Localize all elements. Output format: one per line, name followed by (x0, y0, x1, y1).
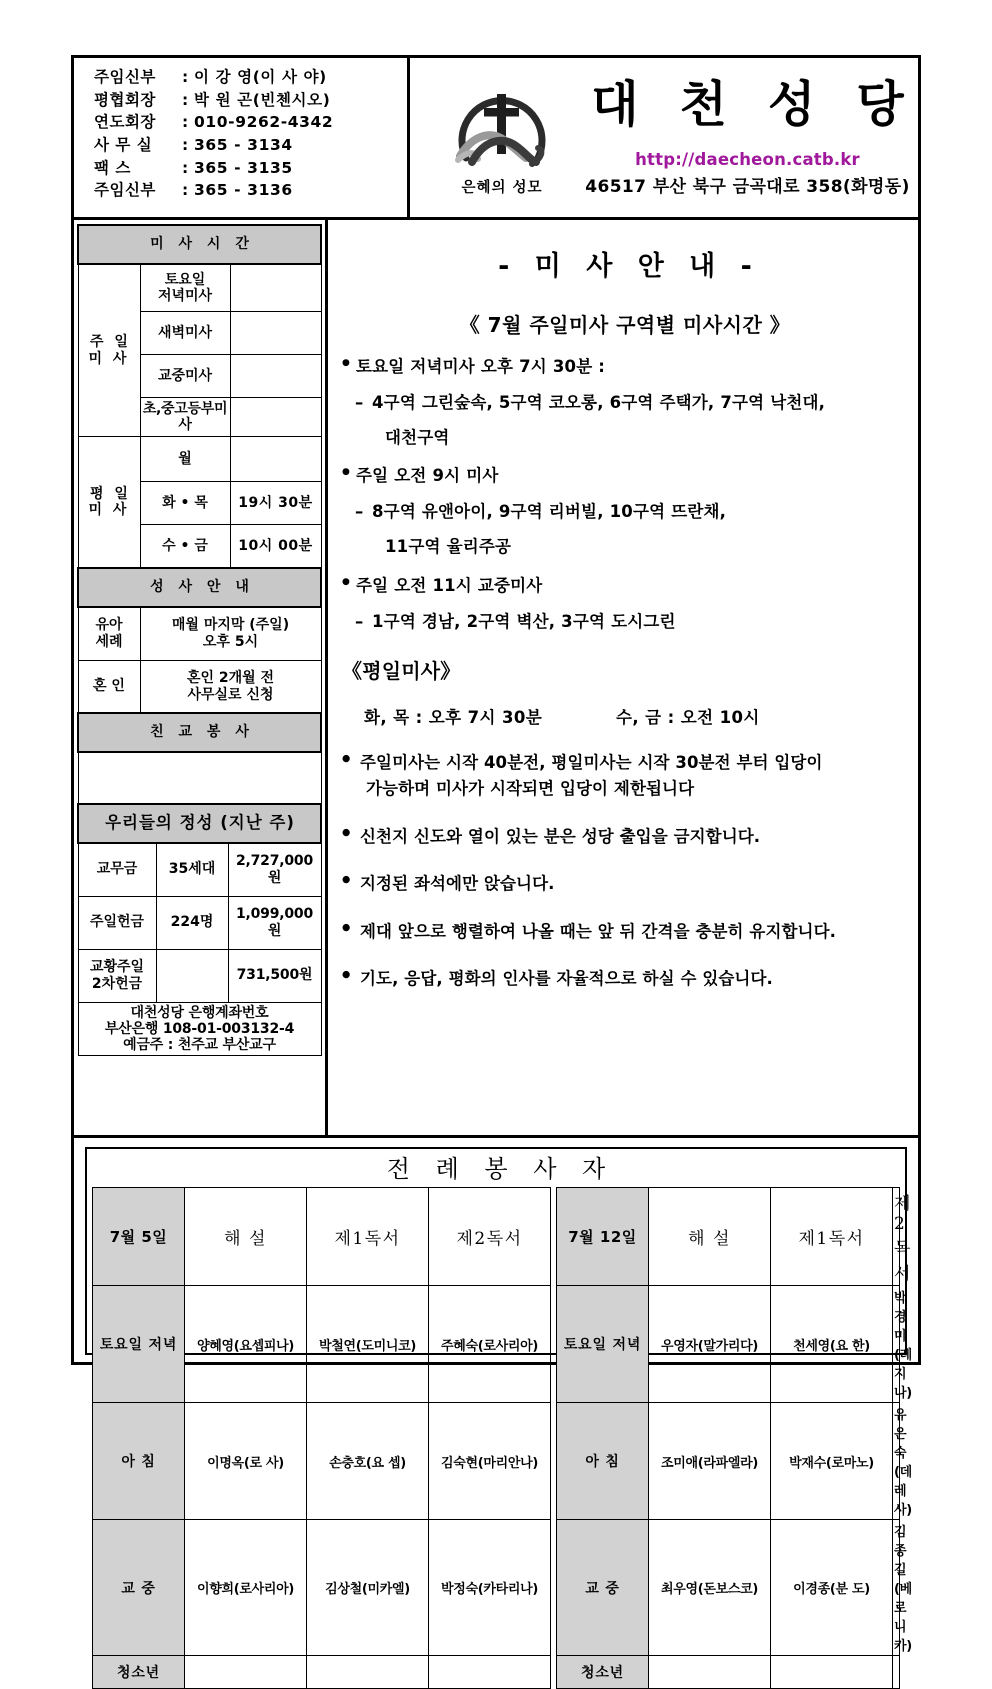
mass-name: 교중미사 (140, 355, 230, 398)
mid-section (74, 220, 918, 1135)
servers-title: 전 례 봉 사 자 (386, 1155, 615, 1183)
mass-bullet: ● 주일 오전 9시 미사 (342, 466, 908, 486)
mass-name: 새벽미사 (140, 312, 230, 355)
column-header-first-reading: 제1독서 (307, 1188, 429, 1286)
fellowship-table (77, 712, 322, 804)
server-name: 박정숙(카타리나) (429, 1520, 551, 1656)
mass-district-line-cont: 대천구역 (385, 427, 450, 447)
mass-time (230, 312, 321, 355)
row-label-youth: 청소년 (93, 1656, 185, 1689)
offering-label: 교무금 (78, 843, 156, 897)
contact-info-block (74, 58, 410, 217)
column-header-commentary: 해 설 (185, 1188, 307, 1286)
offering-label: 교황주일 2차헌금 (78, 949, 156, 1002)
server-name: 박재수(로마노) (771, 1403, 893, 1520)
table-row (78, 896, 321, 949)
sidebar (74, 220, 328, 1135)
server-name: 김상철(미카엘) (307, 1520, 429, 1656)
mass-name: 초,중고등부미사 (140, 398, 230, 437)
notice-line: 주일미사는 시작 40분전, 평일미사는 시작 30분전 부터 입당이 (360, 753, 823, 773)
liturgical-servers-table (92, 1187, 912, 1689)
offering-label: 주일헌금 (78, 896, 156, 949)
notice-item: ● 제대 앞으로 행렬하여 나올 때는 앞 뒤 간격을 충분히 유지합니다. (342, 919, 908, 945)
weekday-time-tue-thu: 화, 목 : 오후 7시 30분 (364, 708, 543, 728)
contact-label: 사 무 실 (94, 135, 153, 154)
table-row (93, 1520, 900, 1656)
mass-name: 화 • 목 (140, 482, 230, 525)
mass-name: 토요일 저녁미사 (140, 264, 230, 312)
row-label-main-mass: 교 중 (93, 1520, 185, 1656)
notice-item: ● 기도, 응답, 평화의 인사를 자율적으로 하실 수 있습니다. (342, 966, 908, 992)
mass-times-table (77, 224, 322, 568)
server-name (771, 1656, 893, 1689)
mass-name: 월 (140, 437, 230, 482)
contact-colon: : (182, 135, 189, 154)
contact-row (94, 111, 407, 134)
offering-count: 224명 (156, 896, 228, 949)
weekday-time-wed-fri: 수, 금 : 오전 10시 (616, 708, 760, 728)
contact-value: 365 - 3135 (194, 158, 293, 177)
bulletin-header (74, 58, 918, 220)
server-name (185, 1656, 307, 1689)
contact-value: 365 - 3136 (194, 181, 293, 200)
section-subtitle: 《 7월 주일미사 구역별 미사시간 》 (459, 313, 791, 337)
brand-block (410, 58, 918, 217)
weekday-mass-label: 평 일 미 사 (78, 437, 140, 568)
notice-item: ● 지정된 좌석에만 앉습니다. (342, 871, 908, 897)
table-row (78, 752, 321, 804)
server-name (429, 1656, 551, 1689)
server-name: 양혜영(요셉피나) (185, 1286, 307, 1403)
sunday-mass-label: 주 일 미 사 (78, 264, 140, 437)
notice-line-cont: 가능하며 미사가 시작되면 입당이 제한됩니다 (366, 778, 695, 798)
contact-label: 주임신부 (94, 181, 156, 200)
table-header-row (93, 1188, 900, 1286)
fellowship-value (78, 752, 321, 804)
weekday-mass-times (342, 704, 908, 728)
row-label-saturday-evening: 토요일 저녁 (557, 1286, 649, 1403)
sacrament-value: 혼인 2개월 전 사무실로 신청 (140, 660, 321, 713)
cross-and-waves-icon (446, 74, 558, 174)
table-row (78, 949, 321, 1002)
mass-bullet: ● 토요일 저녁미사 오후 7시 30분 : (342, 357, 908, 377)
row-label-saturday-evening: 토요일 저녁 (93, 1286, 185, 1403)
mass-district-line: – 8구역 유앤아이, 9구역 리버빌, 10구역 뜨란채, (342, 502, 908, 522)
fellowship-heading: 친 교 봉 사 (78, 713, 321, 752)
server-name: 박경미(레지나) (893, 1286, 900, 1403)
table-row (78, 804, 321, 843)
offering-count: 35세대 (156, 843, 228, 897)
page-title: - 미 사 안 내 - (498, 251, 760, 282)
church-address: 46517 부산 북구 금곡대로 358(화명동) (585, 177, 910, 197)
mass-time: 10시 00분 (230, 525, 321, 568)
main-content (328, 220, 918, 1135)
mass-district-line: – 1구역 경남, 2구역 벽산, 3구역 도시그린 (342, 612, 908, 632)
contact-row (94, 157, 407, 180)
server-name: 조미애(라파엘라) (649, 1403, 771, 1520)
server-name: 주혜숙(로사리아) (429, 1286, 551, 1403)
contact-value: 365 - 3134 (194, 135, 293, 154)
bank-account-info: 대천성당 은행계좌번호 부산은행 108-01-003132-4 예금주 : 천주교 부산교구 (78, 1002, 321, 1055)
mass-time (230, 437, 321, 482)
server-name: 이명옥(로 사) (185, 1403, 307, 1520)
sacrament-label: 유아 세례 (78, 607, 140, 661)
row-label-youth: 청소년 (557, 1656, 649, 1689)
offering-heading: 우리들의 정성 (지난 주) (78, 804, 321, 843)
offering-amount: 731,500원 (228, 949, 321, 1002)
row-label-morning: 아 침 (93, 1403, 185, 1520)
mass-bullet: ● 주일 오전 11시 교중미사 (342, 576, 908, 596)
contact-value: 010-9262-4342 (194, 113, 334, 132)
table-row (78, 1002, 321, 1055)
column-header-second-reading: 제2독서 (893, 1188, 900, 1286)
table-row (78, 568, 321, 607)
row-label-main-mass: 교 중 (557, 1520, 649, 1656)
sacrament-value: 매월 마지막 (주일) 오후 5시 (140, 607, 321, 661)
contact-row (94, 179, 407, 202)
contact-label: 팩 스 (94, 158, 131, 177)
server-name: 유은숙(데레사) (893, 1403, 900, 1520)
table-row (93, 1286, 900, 1403)
server-name: 이향희(로사리아) (185, 1520, 307, 1656)
table-row (78, 225, 321, 264)
contact-label: 평협회장 (94, 90, 156, 109)
table-row (78, 713, 321, 752)
mass-times-heading: 미 사 시 간 (78, 225, 321, 264)
sacrament-label: 혼 인 (78, 660, 140, 713)
contact-colon: : (182, 68, 189, 86)
server-name: 이경종(분 도) (771, 1520, 893, 1656)
church-logo (438, 74, 566, 197)
server-name: 천세영(요 한) (771, 1286, 893, 1403)
mass-time (230, 264, 321, 312)
contact-row (94, 66, 407, 89)
server-name: 최우영(돈보스코) (649, 1520, 771, 1656)
table-row (78, 843, 321, 897)
server-name: 김숙현(마리안나) (429, 1403, 551, 1520)
mass-district-line-cont: 11구역 율리주공 (385, 536, 512, 556)
offering-amount: 2,727,000원 (228, 843, 321, 897)
column-header-first-reading: 제1독서 (771, 1188, 893, 1286)
contact-colon: : (182, 90, 189, 109)
church-website-url[interactable]: http://daecheon.catb.kr (635, 150, 860, 169)
left-date-header: 7월 5일 (93, 1188, 185, 1286)
mass-time (230, 355, 321, 398)
bulletin-page (71, 55, 921, 1681)
server-name: 손충호(요 셉) (307, 1403, 429, 1520)
servers-section (74, 1135, 918, 1681)
servers-box (85, 1147, 912, 1681)
contact-colon: : (182, 181, 189, 200)
server-name (649, 1656, 771, 1689)
right-date-header: 7월 12일 (557, 1188, 649, 1286)
sacraments-heading: 성 사 안 내 (78, 568, 321, 607)
table-row (78, 264, 321, 312)
mass-name: 수 • 금 (140, 525, 230, 568)
mass-time: 19시 30분 (230, 482, 321, 525)
server-name: 김종길(베로니카) (893, 1520, 900, 1656)
contact-label: 주임신부 (94, 68, 156, 86)
server-name (893, 1656, 900, 1689)
weekday-mass-heading: 《평일미사》 (342, 659, 461, 684)
table-row (78, 607, 321, 661)
row-label-morning: 아 침 (557, 1403, 649, 1520)
table-row (78, 437, 321, 482)
contact-colon: : (182, 113, 189, 132)
contact-row (94, 134, 407, 157)
offering-count (156, 949, 228, 1002)
contact-label: 연도회장 (94, 113, 156, 132)
table-row (78, 660, 321, 713)
server-name: 박철연(도미니코) (307, 1286, 429, 1403)
contact-row (94, 89, 407, 112)
mass-time (230, 398, 321, 437)
logo-caption: 은혜의 성모 (461, 180, 543, 196)
contact-colon: : (182, 158, 189, 177)
column-header-second-reading: 제2독서 (429, 1188, 551, 1286)
church-name-title: 대 천 성 당 (591, 76, 916, 133)
server-name (307, 1656, 429, 1689)
table-row (93, 1656, 900, 1689)
offering-table (77, 803, 322, 1056)
notice-item (342, 750, 908, 801)
contact-value: 이 강 영(이 사 야) (194, 68, 327, 86)
table-row (93, 1403, 900, 1520)
offering-amount: 1,099,000원 (228, 896, 321, 949)
contact-value: 박 원 곤(빈첸시오) (194, 90, 331, 109)
server-name: 우영자(말가리다) (649, 1286, 771, 1403)
notice-item: ● 신천지 신도와 열이 있는 분은 성당 출입을 금지합니다. (342, 824, 908, 850)
sacraments-table (77, 567, 322, 714)
mass-district-line: – 4구역 그린숲속, 5구역 코오롱, 6구역 주택가, 7구역 낙천대, (342, 393, 908, 413)
column-header-commentary: 해 설 (649, 1188, 771, 1286)
